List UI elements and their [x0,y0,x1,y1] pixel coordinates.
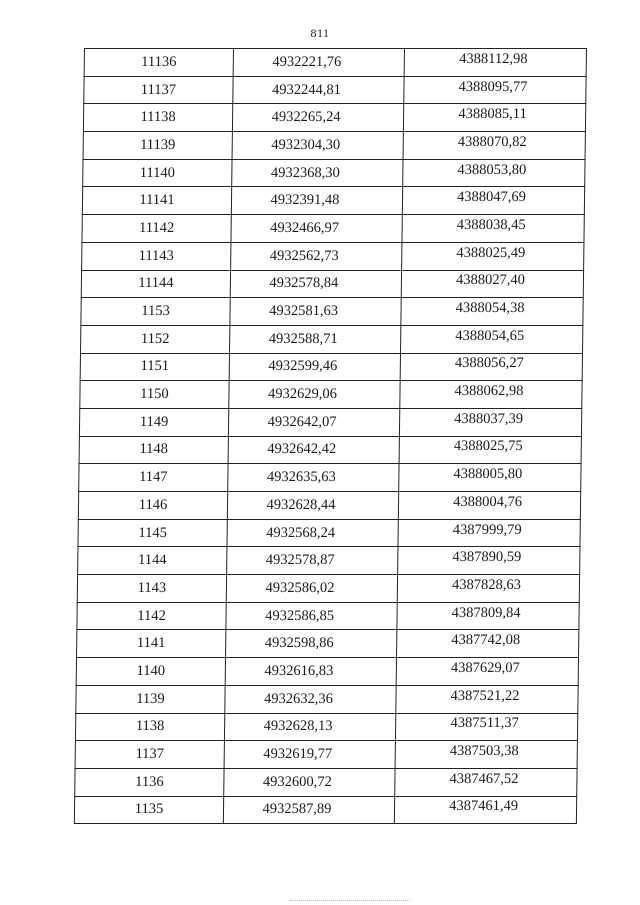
x-coordinate-cell-text: 4932587,89 [262,801,332,818]
y-coordinate-cell [394,796,576,824]
point-number-cell [82,215,231,243]
x-coordinate-cell-text: 4932578,84 [269,275,339,292]
coordinates-table-container [74,48,587,824]
point-number-cell [78,492,227,520]
x-coordinate-cell-text: 4932391,48 [270,192,340,209]
y-coordinate-cell [397,575,579,603]
y-coordinate-cell [402,242,584,270]
point-number-cell-text: 11141 [139,192,175,209]
x-coordinate-cell [232,104,403,132]
point-number-cell-text: 1137 [135,746,165,763]
y-coordinate-cell [404,76,586,104]
table-row [75,768,577,796]
x-coordinate-cell-text: 4932588,71 [268,330,338,347]
point-number-cell [75,768,224,796]
coordinates-table [74,48,587,824]
x-coordinate-cell [228,464,399,492]
point-number-cell-text: 1149 [139,413,169,430]
point-number-cell-text: 11138 [140,109,176,126]
x-coordinate-cell [232,132,403,160]
y-coordinate-cell [395,741,577,769]
table-row [79,408,581,436]
table-row [82,187,584,215]
scan-artifact-line [290,900,410,902]
y-coordinate-cell-text: 4387809,84 [451,604,521,621]
y-coordinate-cell-text: 4387629,07 [450,659,520,676]
x-coordinate-cell-text: 4932586,02 [265,579,335,596]
y-coordinate-cell [403,132,585,160]
y-coordinate-cell [402,215,584,243]
x-coordinate-cell-text: 4932599,46 [268,358,338,375]
x-coordinate-cell-text: 4932619,77 [263,746,333,763]
point-number-cell-text: 1152 [140,330,170,347]
point-number-cell [84,76,233,104]
x-coordinate-cell [231,215,402,243]
point-number-cell-text: 1153 [141,303,170,320]
y-coordinate-cell-text: 4388047,69 [457,189,527,206]
x-coordinate-cell [233,76,404,104]
x-coordinate-cell [226,630,397,658]
point-number-cell-text: 1142 [137,607,166,624]
y-coordinate-cell [398,547,580,575]
point-number-cell-text: 11137 [140,81,177,98]
y-coordinate-cell-text: 4387511,37 [450,715,519,732]
x-coordinate-cell-text: 4932642,42 [267,441,337,458]
point-number-cell [83,132,232,160]
y-coordinate-cell [403,159,585,187]
table-row [83,132,585,160]
point-number-cell [82,187,231,215]
y-coordinate-cell-text: 4388070,82 [457,133,527,150]
x-coordinate-cell [224,741,395,769]
table-row [84,76,586,104]
table-row [79,436,581,464]
table-row [78,519,580,547]
point-number-cell-text: 1136 [135,773,164,790]
y-coordinate-cell-text: 4388112,98 [459,50,528,67]
y-coordinate-cell [400,353,582,381]
point-number-cell-text: 1144 [137,552,167,569]
point-number-cell-text: 1139 [136,690,165,707]
y-coordinate-cell-text: 4388038,45 [456,216,526,233]
point-number-cell [77,602,226,630]
point-number-cell-text: 1150 [140,386,169,403]
table-row [82,242,584,270]
point-number-cell [77,575,226,603]
point-number-cell-text: 1135 [134,801,164,818]
table-row [74,796,576,824]
y-coordinate-cell-text: 4388085,11 [458,106,527,123]
x-coordinate-cell [227,547,398,575]
table-row [83,159,585,187]
table-row [82,215,584,243]
coordinates-table-body [74,49,586,824]
y-coordinate-cell-text: 4388005,80 [453,466,523,483]
x-coordinate-cell [229,381,400,409]
x-coordinate-cell [230,298,401,326]
x-coordinate-cell [233,49,404,77]
point-number-cell-text: 11136 [141,53,177,70]
y-coordinate-cell-text: 4387521,22 [450,687,520,704]
point-number-cell [76,685,225,713]
x-coordinate-cell-text: 4932632,36 [263,690,334,707]
y-coordinate-cell-text: 4387742,08 [451,632,521,649]
point-number-cell [83,159,232,187]
y-coordinate-cell-text: 4387461,49 [449,798,519,815]
y-coordinate-cell-text: 4388095,77 [458,78,528,95]
y-coordinate-cell [398,519,580,547]
point-number-cell-text: 11142 [138,219,175,236]
x-coordinate-cell-text: 4932628,44 [266,496,336,513]
x-coordinate-cell [225,658,396,686]
point-number-cell-text: 11144 [138,275,174,292]
y-coordinate-cell [401,298,583,326]
y-coordinate-cell-text: 4388025,49 [456,244,526,261]
point-number-cell [84,49,233,77]
y-coordinate-cell [399,436,581,464]
x-coordinate-cell-text: 4932578,87 [265,552,335,569]
point-number-cell [80,381,229,409]
x-coordinate-cell-text: 4932586,85 [265,607,335,624]
point-number-cell-text: 1145 [138,524,167,541]
point-number-cell-text: 1143 [137,579,167,596]
x-coordinate-cell [223,796,394,824]
table-row [77,630,579,658]
y-coordinate-cell-text: 4388054,38 [455,300,525,317]
x-coordinate-cell [230,270,401,298]
table-row [78,547,580,575]
y-coordinate-cell-text: 4388056,27 [454,355,524,372]
point-number-cell-text: 1138 [135,718,165,735]
x-coordinate-cell-text: 4932304,30 [271,136,341,153]
x-coordinate-cell [228,408,399,436]
x-coordinate-cell-text: 4932581,63 [269,303,339,320]
x-coordinate-cell-text: 4932616,83 [264,662,334,679]
y-coordinate-cell [395,713,577,741]
point-number-cell [82,242,231,270]
table-row [84,49,586,77]
y-coordinate-cell [404,49,586,77]
table-row [75,713,577,741]
x-coordinate-cell-text: 4932568,24 [266,524,336,541]
table-row [78,492,580,520]
x-coordinate-cell [231,242,402,270]
x-coordinate-cell-text: 4932368,30 [270,164,340,181]
table-row [81,270,583,298]
x-coordinate-cell-text: 4932628,13 [263,718,333,735]
point-number-cell [77,630,226,658]
x-coordinate-cell-text: 4932642,07 [267,413,337,430]
table-row [83,104,585,132]
x-coordinate-cell [226,575,397,603]
table-row [76,658,578,686]
x-coordinate-cell-text: 4932598,86 [264,635,334,652]
y-coordinate-cell-text: 4388053,80 [457,161,527,178]
point-number-cell [79,436,228,464]
point-number-cell [80,353,229,381]
y-coordinate-cell [395,768,577,796]
x-coordinate-cell [231,187,402,215]
y-coordinate-cell-text: 4387503,38 [449,743,519,760]
y-coordinate-cell-text: 4387828,63 [451,576,522,593]
y-coordinate-cell [399,464,581,492]
y-coordinate-cell-text: 4388062,98 [454,383,524,400]
table-row [81,325,583,353]
x-coordinate-cell [230,325,401,353]
y-coordinate-cell-text: 4387467,52 [449,770,519,787]
point-number-cell [81,270,230,298]
x-coordinate-cell [227,519,398,547]
x-coordinate-cell-text: 4932629,06 [267,386,338,403]
y-coordinate-cell-text: 4388054,65 [455,327,525,344]
x-coordinate-cell [227,492,398,520]
point-number-cell [78,519,227,547]
point-number-cell [79,464,228,492]
x-coordinate-cell [224,768,395,796]
table-row [80,381,582,409]
point-number-cell [78,547,227,575]
point-number-cell [81,298,230,326]
point-number-cell-text: 1151 [140,358,170,375]
y-coordinate-cell [402,187,584,215]
y-coordinate-cell-text: 4388037,39 [454,410,524,427]
point-number-cell-text: 11139 [140,136,176,153]
point-number-cell-text: 1146 [138,496,168,513]
x-coordinate-cell-text: 4932600,72 [262,773,332,790]
y-coordinate-cell [396,658,578,686]
y-coordinate-cell [398,492,580,520]
x-coordinate-cell [226,602,397,630]
point-number-cell [75,713,224,741]
x-coordinate-cell-text: 4932635,63 [266,469,336,486]
table-row [81,298,583,326]
x-coordinate-cell [224,713,395,741]
y-coordinate-cell [397,602,579,630]
y-coordinate-cell-text: 4387890,59 [452,549,522,566]
table-row [79,464,581,492]
y-coordinate-cell-text: 4388004,76 [453,493,523,510]
y-coordinate-cell [396,685,578,713]
point-number-cell [79,408,228,436]
point-number-cell-text: 11140 [139,164,176,181]
point-number-cell [81,325,230,353]
y-coordinate-cell [401,325,583,353]
point-number-cell [83,104,232,132]
point-number-cell [74,796,223,824]
point-number-cell-text: 11143 [138,247,174,264]
point-number-cell-text: 1141 [136,635,166,652]
x-coordinate-cell [229,353,400,381]
y-coordinate-cell-text: 4388027,40 [455,272,526,289]
y-coordinate-cell [403,104,585,132]
y-coordinate-cell [397,630,579,658]
y-coordinate-cell [400,381,582,409]
point-number-cell-text: 1147 [139,469,168,486]
table-row [77,602,579,630]
page-number: 811 [310,26,330,40]
x-coordinate-cell-text: 4932562,73 [269,247,339,264]
x-coordinate-cell [232,159,403,187]
y-coordinate-cell-text: 4388025,75 [453,438,523,455]
y-coordinate-cell [399,408,581,436]
point-number-cell-text: 1148 [139,441,169,458]
point-number-cell-text: 1140 [136,662,166,679]
table-row [76,685,578,713]
x-coordinate-cell-text: 4932466,97 [270,219,340,236]
x-coordinate-cell-text: 4932265,24 [271,109,341,126]
point-number-cell [75,741,224,769]
point-number-cell [76,658,225,686]
x-coordinate-cell-text: 4932244,81 [271,81,341,98]
x-coordinate-cell [228,436,399,464]
table-row [75,741,577,769]
table-row [80,353,582,381]
x-coordinate-cell-text: 4932221,76 [272,53,342,70]
y-coordinate-cell-text: 4387999,79 [452,521,522,538]
table-row [77,575,579,603]
y-coordinate-cell [401,270,583,298]
x-coordinate-cell [225,685,396,713]
